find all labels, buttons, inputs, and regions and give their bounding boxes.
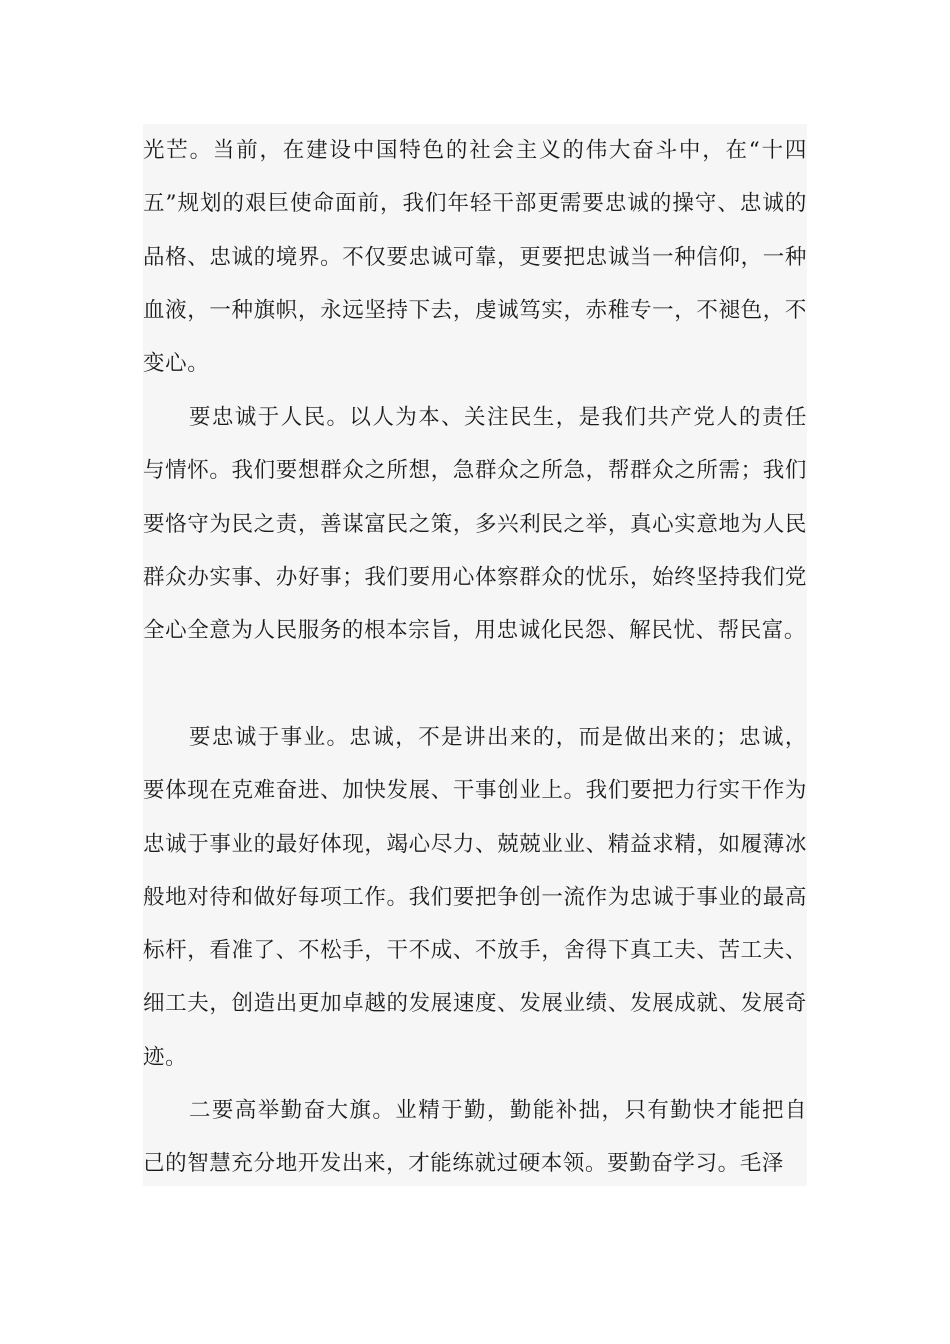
paragraph-loyal-to-career: 要忠诚于事业。忠诚，不是讲出来的，而是做出来的；忠诚，要体现在克难奋进、加快发展、干事创业上。我们要把力行实干作为忠诚于事业的最好体现，竭心尽力、兢兢业业、精益求精，如履薄冰般地对待和做好每项工作。我们要把争创一流作为忠诚于事业的最高标杆，看准了、不松手，干不成、不放手，舍得下真工夫、苦工夫、细工夫，创造出更加卓越的发展速度、发展业绩、发展成就、发展奇迹。 (143, 725, 807, 1070)
paragraph-diligence: 二要高举勤奋大旗。业精于勤，勤能补拙，只有勤快才能把自己的智慧充分地开发出来，才能练就过硬本领。要勤奋学习。毛泽 (143, 1098, 807, 1177)
paragraph-loyal-to-people: 要忠诚于人民。以人为本、关注民生，是我们共产党人的责任与情怀。我们要想群众之所想，急群众之所急，帮群众之所需；我们要恪守为民之责，善谋富民之策，多兴利民之举，真心实意地为人民群众办实事、办好事；我们要用心体察群众的忧乐，始终坚持我们党全心全意为人民服务的根本宗旨，用忠诚化民怨、解民忧、帮民富。 (143, 405, 807, 644)
paragraph-loyalty-intro: 光芒。当前，在建设中国特色的社会主义的伟大奋斗中，在“十四五”规划的艰巨使命面前，我们年轻干部更需要忠诚的操守、忠诚的品格、忠诚的境界。不仅要忠诚可靠，更要把忠诚当一种信仰，一种血液，一种旗帜，永远坚持下去，虔诚笃实，赤稚专一，不褪色，不变心。 (143, 138, 807, 377)
document-text-block (143, 124, 807, 1186)
